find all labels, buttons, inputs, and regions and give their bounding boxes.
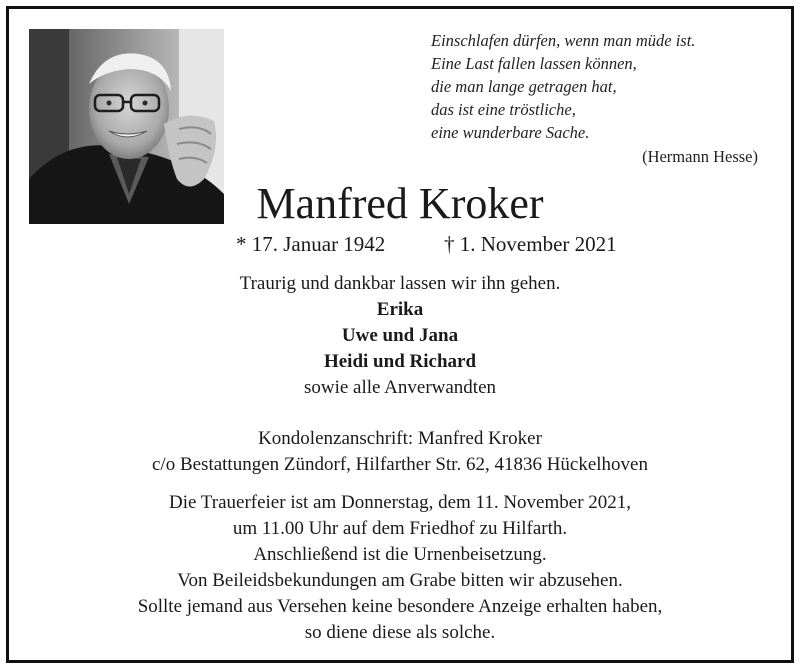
poem: [431, 29, 761, 144]
ceremony-line: um 11.00 Uhr auf dem Friedhof zu Hilfarth.: [232, 518, 568, 539]
poem-line: Einschlafen dürfen, wenn man müde ist.: [431, 31, 696, 50]
address-line: c/o Bestattungen Zündorf, Hilfarther Str. 62, 41836 Hückelhoven: [151, 454, 648, 475]
ceremony-line: Sollte jemand aus Versehen keine besondere Anzeige erhalten haben,: [137, 596, 663, 617]
deceased-name: Manfred Kroker: [256, 179, 544, 228]
death-date: † 1. November 2021: [444, 232, 617, 256]
ceremony-line: Die Trauerfeier ist am Donnerstag, dem 11. November 2021,: [168, 492, 632, 513]
family-outro: sowie alle Anverwandten: [303, 377, 497, 398]
ceremony-line: Anschließend ist die Urnenbeisetzung.: [253, 544, 547, 565]
poem-line: Eine Last fallen lassen können,: [431, 54, 637, 73]
obituary-notice: [6, 6, 794, 663]
family-intro: Traurig und dankbar lassen wir ihn gehen.: [239, 273, 561, 294]
ceremony-info: [9, 490, 791, 646]
ceremony-line: Von Beileidsbekundungen am Grabe bitten wir abzusehen.: [177, 570, 623, 591]
family-member: Uwe und Jana: [341, 325, 459, 346]
life-dates: [9, 231, 791, 257]
family-section: [9, 271, 791, 401]
poem-line: eine wunderbare Sache.: [431, 123, 590, 142]
poem-line: das ist eine tröstliche,: [431, 100, 576, 119]
family-member: Heidi und Richard: [323, 351, 477, 372]
poem-line: die man lange getragen hat,: [431, 77, 617, 96]
condolence-address: [9, 426, 791, 478]
address-line: Kondolenzanschrift: Manfred Kroker: [258, 428, 542, 449]
family-member: Erika: [376, 299, 424, 320]
birth-date: * 17. Januar 1942: [236, 232, 386, 256]
ceremony-line: so diene diese als solche.: [304, 622, 496, 643]
poem-author: (Hermann Hesse): [642, 147, 758, 166]
